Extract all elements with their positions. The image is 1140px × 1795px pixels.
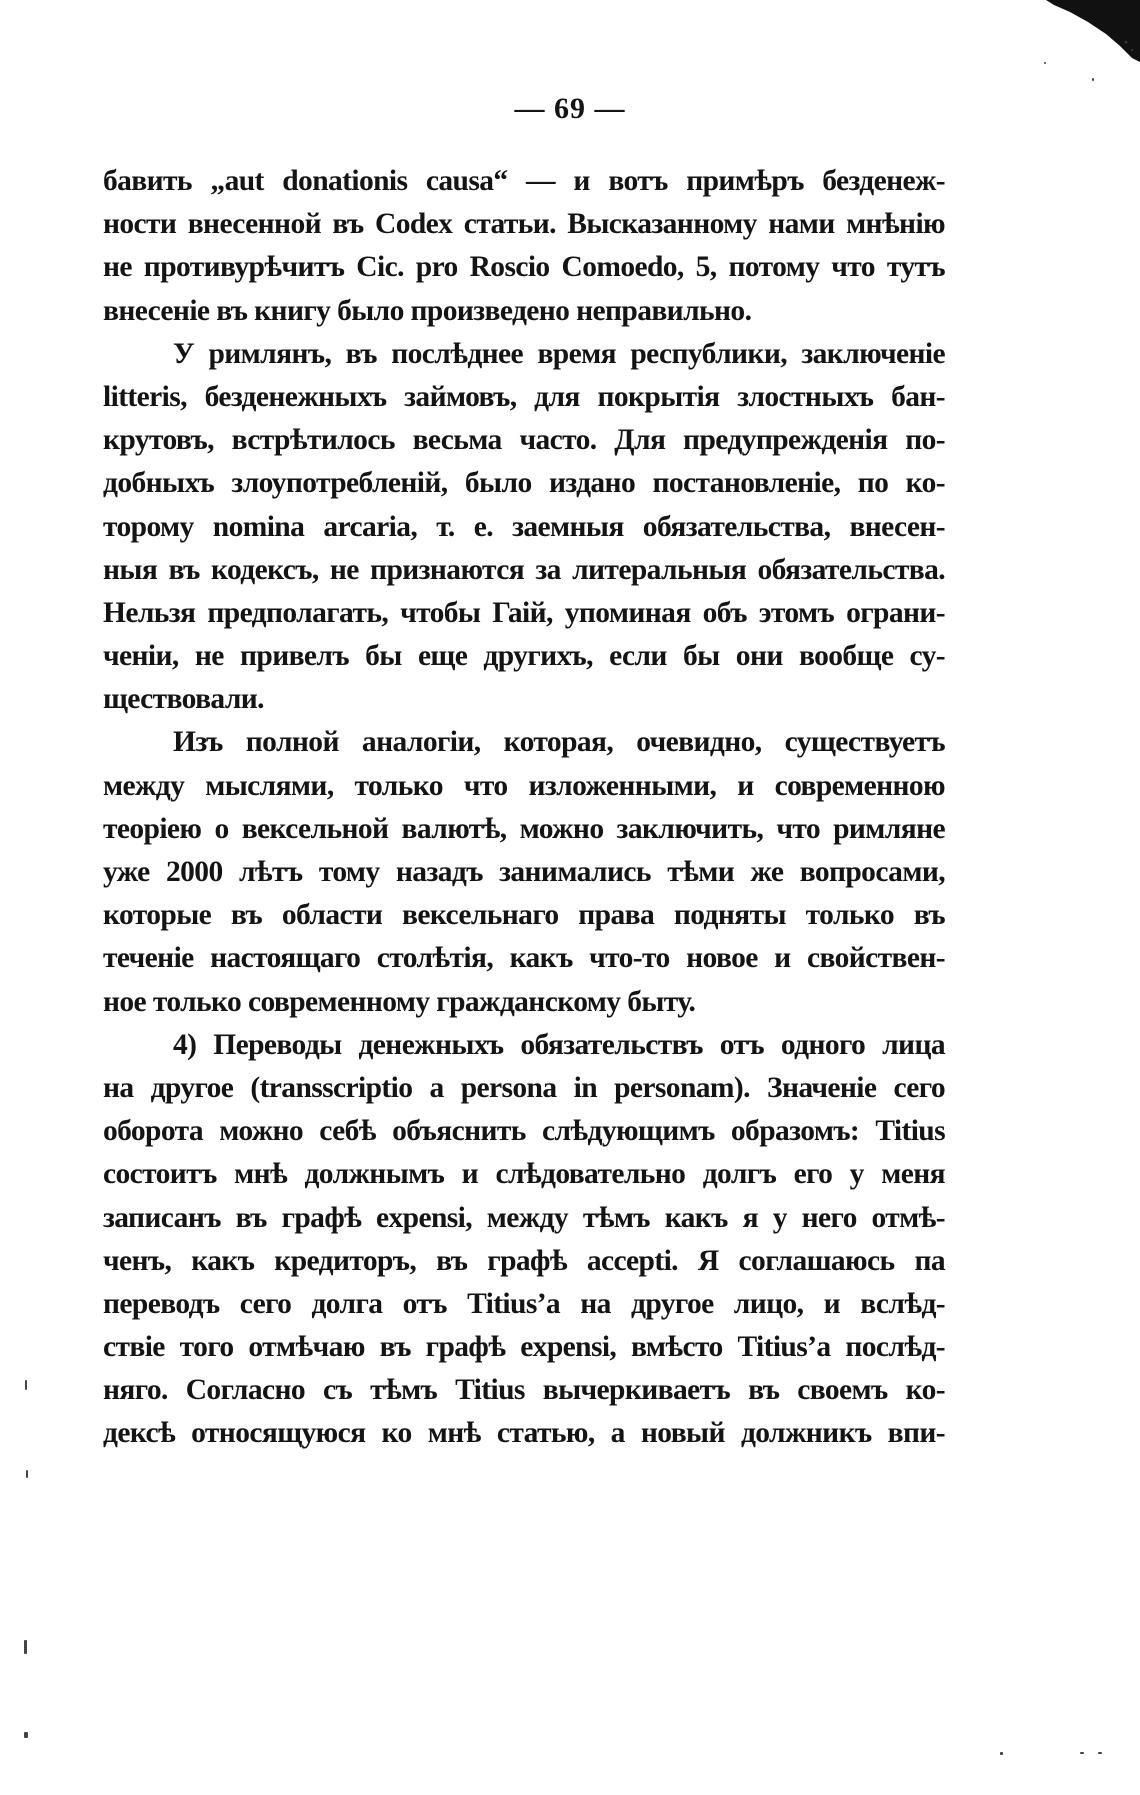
text-line: теоріею о вексельной валютѣ, можно заключить, что римляне xyxy=(103,812,945,845)
text-line: litteris, безденежныхъ займовъ, для покрытія злостныхъ бан- xyxy=(103,380,945,413)
text-line: переводъ сего долга отъ Titius’a на другое лицо, и вслѣд- xyxy=(103,1287,945,1320)
text-line: добныхъ злоупотребленій, было издано постановленіе, по ко- xyxy=(103,467,945,500)
paragraph-2 xyxy=(103,333,945,722)
text-line: ныя въ кодексъ, не признаются за литеральныя обязательства. xyxy=(103,553,945,586)
paragraph-3 xyxy=(103,721,945,1023)
text-line: ное только современному гражданскому быту. xyxy=(103,985,696,1018)
text-line: бавить „aut donationis causa“ — и вотъ примѣръ безденеж- xyxy=(103,165,945,197)
text-line: оборота можно себѣ объяснить слѣдующимъ образомъ: Titius xyxy=(103,1115,945,1148)
text-line: внесеніе въ книгу было произведено неправильно. xyxy=(103,294,752,327)
text-line: ществовали. xyxy=(103,683,264,716)
text-line: торому nomina arcaria, т. е. заемныя обязательства, внесен- xyxy=(103,510,945,543)
paragraph-1 xyxy=(103,160,945,333)
text-line: няго. Согласно съ тѣмъ Titius вычеркиваетъ въ своемъ ко- xyxy=(103,1374,945,1407)
text-line: 4) Переводы денежныхъ обязательствъ отъ одного лица xyxy=(173,1028,945,1061)
text-line: ности внесенной въ Codex статьи. Высказанному нами мнѣнію xyxy=(103,208,945,241)
text-line: дексѣ относящуюся ко мнѣ статью, а новый должникъ впи- xyxy=(103,1417,945,1450)
text-line: которые въ области вексельнаго права подняты только въ xyxy=(103,899,945,932)
text-line: ченіи, не привелъ бы еще другихъ, если бы они вообще су- xyxy=(103,640,945,673)
text-line: записанъ въ графѣ expensi, между тѣмъ какъ я у него отмѣ- xyxy=(103,1201,945,1234)
text-line: Нельзя предполагать, чтобы Гаій, упоминая объ этомъ ограни- xyxy=(103,596,945,629)
text-line: между мыслями, только что изложенными, и современною xyxy=(103,769,945,802)
text-line: крутовъ, встрѣтилось весьма часто. Для предупрежденія по- xyxy=(103,424,945,457)
text-line: теченіе настоящаго столѣтія, какъ что-то новое и свойствен- xyxy=(103,942,945,975)
text-line: состоитъ мнѣ должнымъ и слѣдовательно долгъ его у меня xyxy=(103,1158,945,1191)
paragraph-4 xyxy=(103,1024,945,1456)
text-line: У римлянъ, въ послѣднее время республики, заключеніе xyxy=(173,337,945,370)
text-line: ствіе того отмѣчаю въ графѣ expensi, вмѣсто Titius’a послѣд- xyxy=(103,1331,945,1364)
text-line: на другое (transscriptio a persona in personam). Значеніе сего xyxy=(103,1071,945,1104)
text-line: уже 2000 лѣтъ тому назадъ занимались тѣми же вопросами, xyxy=(103,856,945,888)
text-line: Изъ полной аналогіи, которая, очевидно, существуетъ xyxy=(173,726,945,759)
text-line: не противурѣчитъ Cic. pro Roscio Comoedo, 5, потому что тутъ xyxy=(103,251,945,284)
text-line: ченъ, какъ кредиторъ, въ графѣ accepti. Я соглашаюсь па xyxy=(103,1244,945,1277)
body-text xyxy=(103,160,945,1456)
page-number: — 69 — xyxy=(514,92,626,125)
torn-corner-mark xyxy=(1040,0,1140,70)
